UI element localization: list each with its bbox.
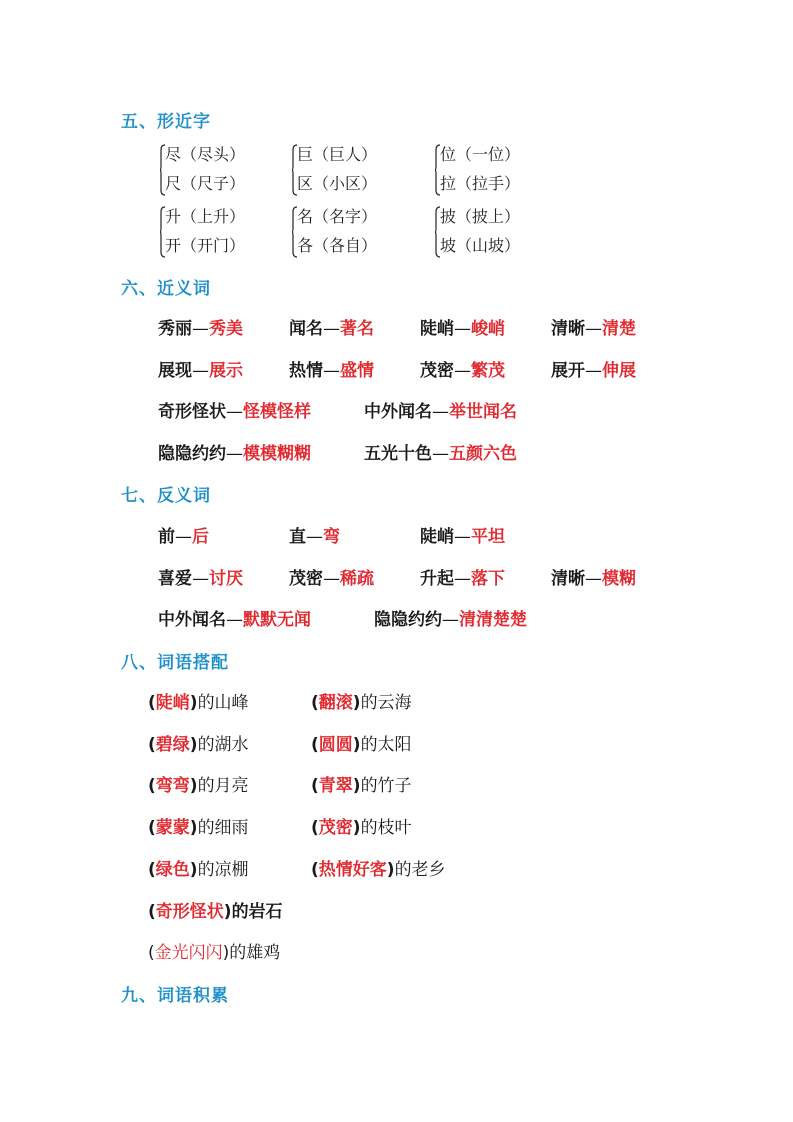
synonym-pair	[158, 439, 311, 464]
word: 五光十色	[364, 444, 432, 464]
answer: 茂密	[318, 818, 353, 838]
answer: 模糊	[602, 569, 636, 589]
section-title-5: 五、形近字	[121, 112, 211, 132]
synonym-pair	[364, 439, 517, 464]
phrase: 的月亮	[197, 776, 249, 796]
word: 中外闻名	[158, 610, 226, 630]
paren: )	[352, 735, 361, 755]
phrase: 的竹子	[360, 776, 412, 796]
phrase: 的老乡	[394, 860, 446, 880]
answer: 蒙蒙	[155, 818, 190, 838]
char-line: 位（一位）	[440, 145, 521, 164]
char-pair	[165, 140, 245, 198]
brace-icon	[292, 206, 297, 256]
answer: 热情好客	[318, 860, 387, 880]
word: 隐隐约约	[374, 610, 442, 630]
answer: 默默无闻	[243, 610, 311, 630]
section-title-7: 七、反义词	[121, 486, 211, 506]
answer: 五颜六色	[449, 444, 517, 464]
paren: (	[148, 818, 156, 838]
phrase: 的太阳	[360, 735, 412, 755]
word: 茂密	[420, 361, 454, 381]
dash: —	[226, 610, 243, 630]
phrase: 的凉棚	[197, 860, 249, 880]
collocation-item	[311, 855, 446, 880]
paren: )	[189, 735, 198, 755]
collocation-item	[148, 855, 249, 880]
phrase: 的山峰	[197, 693, 249, 713]
dash: —	[192, 569, 209, 589]
collocation-item	[148, 938, 280, 963]
word: 喜爱	[158, 569, 192, 589]
paren: (	[148, 902, 156, 922]
brace-icon	[435, 144, 440, 194]
char-line: 升（上升）	[165, 207, 246, 226]
dash: —	[454, 569, 471, 589]
answer: 清清楚楚	[459, 610, 527, 630]
char-pair	[440, 140, 520, 198]
paren: (	[311, 776, 319, 796]
word: 展现	[158, 361, 192, 381]
answer: 青翠	[318, 776, 353, 796]
answer: 繁茂	[471, 361, 505, 381]
word: 前	[158, 527, 175, 547]
char-line: 披（披上）	[440, 207, 521, 226]
word: 清晰	[551, 569, 585, 589]
brace-icon	[435, 206, 440, 256]
synonym-pair	[551, 356, 636, 381]
phrase: 的岩石	[231, 902, 283, 922]
dash: —	[585, 361, 602, 381]
brace-icon	[292, 144, 297, 194]
brace-icon	[160, 206, 165, 256]
answer: 弯	[323, 527, 340, 547]
synonym-pair	[158, 314, 243, 339]
dash: —	[432, 444, 449, 464]
answer: 稀疏	[340, 569, 374, 589]
paren: )	[352, 693, 361, 713]
phrase: 的细雨	[197, 818, 249, 838]
dash: —	[192, 319, 209, 339]
answer: 落下	[471, 569, 505, 589]
word: 陡峭	[420, 319, 454, 339]
antonym-pair	[374, 605, 527, 630]
word: 热情	[289, 361, 323, 381]
word: 陡峭	[420, 527, 454, 547]
dash: —	[175, 527, 192, 547]
paren: (	[148, 693, 156, 713]
char-line: 名（名字）	[297, 207, 378, 226]
phrase: 的枝叶	[360, 818, 412, 838]
char-pair	[165, 202, 245, 260]
paren: )	[352, 818, 361, 838]
paren: (	[148, 776, 156, 796]
dash: —	[454, 527, 471, 547]
dash: —	[585, 319, 602, 339]
answer: 后	[192, 527, 209, 547]
synonym-pair	[364, 397, 517, 422]
synonym-pair	[420, 314, 505, 339]
word: 茂密	[289, 569, 323, 589]
synonym-pair	[551, 314, 636, 339]
section-title-9: 九、词语积累	[121, 986, 229, 1006]
paren: (	[148, 735, 156, 755]
dash: —	[323, 361, 340, 381]
word: 奇形怪状	[158, 402, 226, 422]
dash: —	[226, 444, 243, 464]
phrase: 的云海	[360, 693, 412, 713]
answer: 绿色	[155, 860, 190, 880]
answer: 著名	[340, 319, 374, 339]
paren: )	[189, 693, 198, 713]
char-line: 开（开门）	[165, 236, 246, 255]
dash: —	[432, 402, 449, 422]
dash: —	[323, 569, 340, 589]
section-title-6: 六、近义词	[121, 279, 211, 299]
answer: 圆圆	[318, 735, 353, 755]
collocation-item	[148, 688, 249, 713]
char-pair	[297, 202, 377, 260]
paren: )	[223, 902, 232, 922]
answer: 怪模怪样	[243, 402, 311, 422]
answer: 讨厌	[209, 569, 243, 589]
paren: (	[311, 818, 319, 838]
char-pair	[297, 140, 377, 198]
dash: —	[585, 569, 602, 589]
antonym-pair	[158, 605, 311, 630]
char-line: 各（各自）	[297, 236, 378, 255]
collocation-item	[311, 771, 412, 796]
antonym-pair	[289, 522, 340, 547]
word: 直	[289, 527, 306, 547]
paren: (	[148, 943, 155, 963]
answer: 平坦	[471, 527, 505, 547]
answer: 模模糊糊	[243, 444, 311, 464]
word: 升起	[420, 569, 454, 589]
antonym-pair	[551, 564, 636, 589]
dash: —	[454, 319, 471, 339]
antonym-pair	[289, 564, 374, 589]
answer: 陡峭	[155, 693, 190, 713]
char-line: 尺（尺子）	[165, 174, 246, 193]
answer: 展示	[209, 361, 243, 381]
synonym-pair	[420, 356, 505, 381]
dash: —	[454, 361, 471, 381]
word: 清晰	[551, 319, 585, 339]
paren: (	[311, 735, 319, 755]
answer: 金光闪闪	[154, 943, 223, 963]
paren: (	[311, 693, 319, 713]
answer: 盛情	[340, 361, 374, 381]
synonym-pair	[158, 356, 243, 381]
dash: —	[192, 361, 209, 381]
char-line: 坡（山坡）	[440, 236, 521, 255]
char-line: 巨（巨人）	[297, 145, 378, 164]
brace-icon	[160, 144, 165, 194]
collocation-item	[148, 813, 249, 838]
antonym-pair	[158, 522, 209, 547]
paren: )	[189, 860, 198, 880]
collocation-item	[311, 730, 412, 755]
phrase: 的湖水	[197, 735, 249, 755]
dash: —	[323, 319, 340, 339]
char-line: 拉（拉手）	[440, 174, 521, 193]
phrase: 的雄鸡	[229, 943, 281, 963]
antonym-pair	[420, 522, 505, 547]
collocation-item	[311, 813, 412, 838]
dash: —	[226, 402, 243, 422]
paren: (	[311, 860, 319, 880]
paren: )	[189, 818, 198, 838]
answer: 奇形怪状	[155, 902, 224, 922]
paren: )	[189, 776, 198, 796]
word: 秀丽	[158, 319, 192, 339]
char-pair	[440, 202, 520, 260]
char-line: 尽（尽头）	[165, 145, 246, 164]
answer: 举世闻名	[449, 402, 517, 422]
collocation-item	[148, 771, 249, 796]
collocation-item	[148, 897, 283, 922]
answer: 碧绿	[155, 735, 190, 755]
dash: —	[306, 527, 323, 547]
answer: 伸展	[602, 361, 636, 381]
paren: )	[222, 943, 230, 963]
answer: 清楚	[602, 319, 636, 339]
antonym-pair	[158, 564, 243, 589]
answer: 峻峭	[471, 319, 505, 339]
word: 展开	[551, 361, 585, 381]
collocation-item	[148, 730, 249, 755]
synonym-pair	[158, 397, 311, 422]
section-title-8: 八、词语搭配	[121, 653, 229, 673]
word: 隐隐约约	[158, 444, 226, 464]
word: 闻名	[289, 319, 323, 339]
synonym-pair	[289, 314, 374, 339]
word: 中外闻名	[364, 402, 432, 422]
paren: )	[386, 860, 395, 880]
answer: 翻滚	[318, 693, 353, 713]
synonym-pair	[289, 356, 374, 381]
paren: )	[352, 776, 361, 796]
answer: 弯弯	[155, 776, 190, 796]
dash: —	[442, 610, 459, 630]
antonym-pair	[420, 564, 505, 589]
answer: 秀美	[209, 319, 243, 339]
char-line: 区（小区）	[297, 174, 378, 193]
collocation-item	[311, 688, 412, 713]
paren: (	[148, 860, 156, 880]
